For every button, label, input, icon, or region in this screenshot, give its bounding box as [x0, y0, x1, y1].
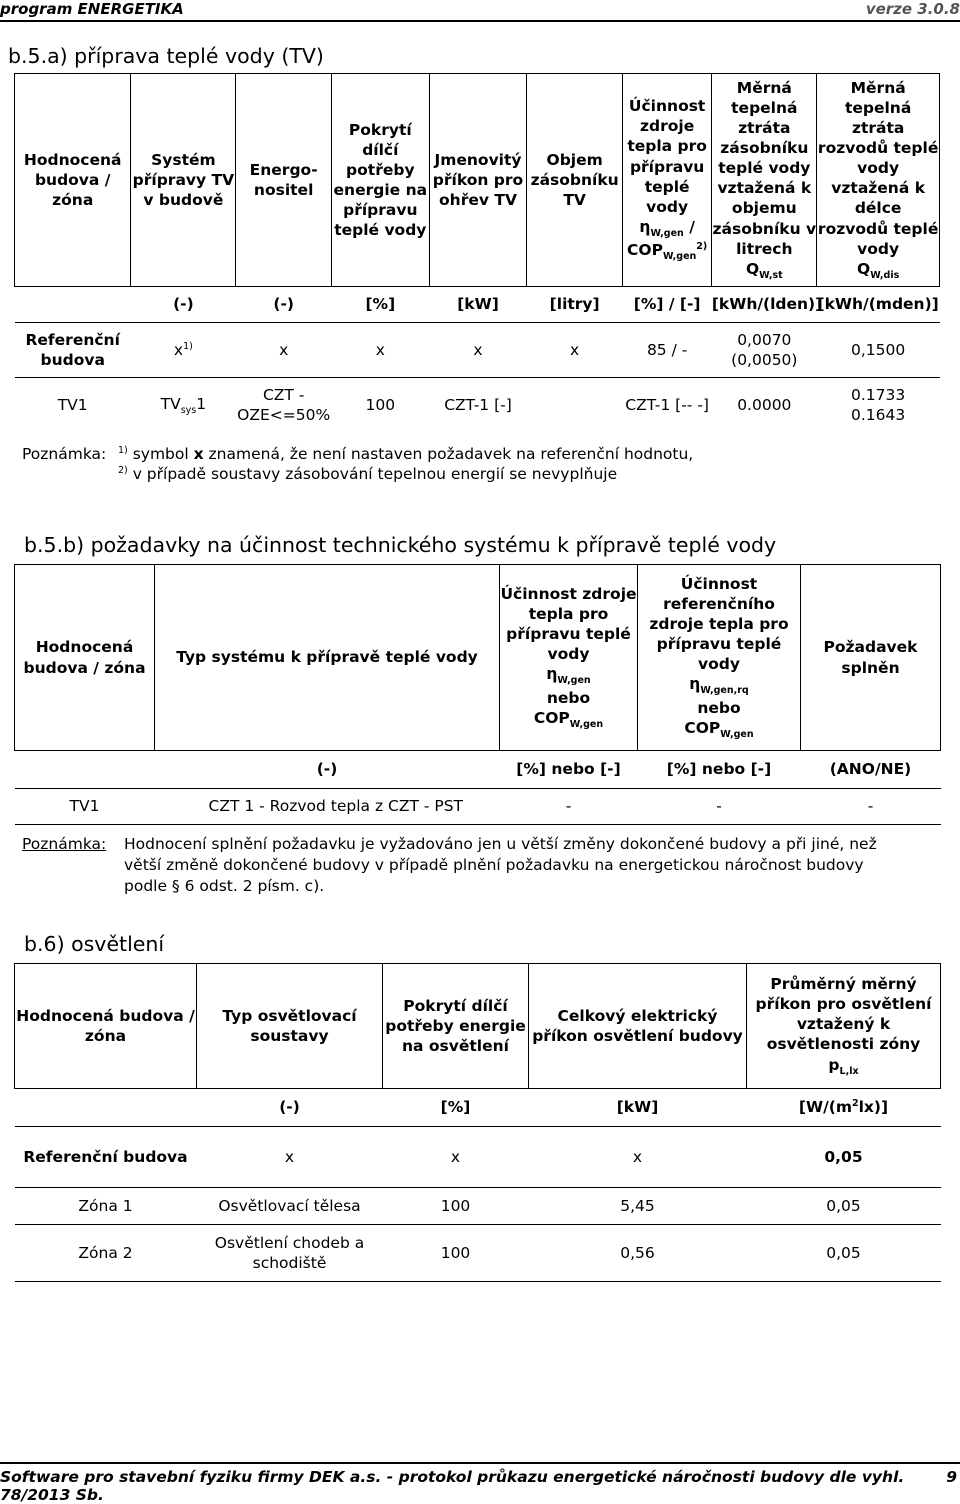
col-zone: Hodnocená budova / zóna [15, 74, 131, 287]
note-1: $^{1)}$ symbol x znamená, že není nastaven požadavek na referenční hodnotu, [118, 444, 694, 463]
unit: [%] / [-] [633, 295, 701, 314]
ref-cell: x [331, 323, 429, 378]
page-header [0, 0, 960, 22]
unit: (ANO/NE) [829, 760, 912, 779]
ref-cell: 85 / - [622, 323, 711, 378]
ref-cell: x [383, 1127, 529, 1188]
unit: (-) [173, 295, 194, 314]
section-c-title: b.6) osvětlení [24, 932, 165, 956]
col-storage-loss: Měrná tepelná ztráta zásobníku teplé vody vztažená k objemu zásobníku v litrech $Q_{W,st}$ [712, 74, 817, 287]
unit: (-) [279, 1098, 300, 1117]
ref-cell: x [236, 323, 332, 378]
unit: [%] [365, 295, 396, 314]
col-efficiency: Účinnost zdroje tepla pro přípravu teplé vody $\eta_{W,gen}$ / $COP_{W,gen}^{2)}$ [622, 74, 711, 287]
row-specific-power: 0,05 [747, 1188, 941, 1225]
row-zone: Zóna 2 [15, 1225, 197, 1282]
col-specific-power: Průměrný měrný příkon pro osvětlení vztažený k osvětlenosti zóny $p_{L,lx}$ [747, 964, 941, 1089]
row-zone: TV1 [57, 396, 88, 415]
page-number: 9 [946, 1468, 957, 1486]
row-total-power: 0,56 [529, 1225, 747, 1282]
note-label: Poznámka: [22, 835, 107, 853]
page-footer [0, 1462, 960, 1504]
col-ref-efficiency: Účinnost referenčního zdroje tepla pro přípravu teplé vody $\eta_{W,gen,rq}$ nebo $COP_{W,gen}$ [638, 565, 801, 751]
col-requirement-met: Požadavek splněn [801, 565, 941, 751]
ref-cell: x [529, 1127, 747, 1188]
ref-building-label: Referenční budova [15, 1127, 197, 1188]
row-specific-power: 0,05 [747, 1225, 941, 1282]
col-zone: Hodnocená budova / zóna [15, 565, 155, 751]
row-storage-loss: 0.0000 [737, 396, 792, 415]
col-system-type: Typ systému k přípravě teplé vody [155, 565, 500, 751]
row-ref-efficiency: - [638, 789, 801, 825]
ref-cell: x [197, 1127, 383, 1188]
unit: $[W/(m^2lx)]$ [798, 1098, 889, 1117]
row-lighting-type: Osvětlení chodeb a schodiště [197, 1225, 383, 1282]
program-name: program ENERGETIKA [0, 0, 184, 18]
ref-cell: 0,05 [747, 1127, 941, 1188]
lighting-table [14, 963, 941, 1282]
ref-cell: x [429, 323, 527, 378]
row-system: $TV_{sys}1$ [160, 394, 207, 416]
row-coverage: 100 [383, 1188, 529, 1225]
section-a-title: b.5.a) příprava teplé vody (TV) [8, 44, 324, 68]
unit: (-) [316, 760, 338, 779]
unit: [kW] [616, 1098, 659, 1117]
unit: [litry] [549, 295, 600, 314]
col-coverage: Pokrytí dílčí potřeby energie na přípravu teplé vody [331, 74, 429, 287]
col-volume: Objem zásobníku TV [527, 74, 623, 287]
hot-water-table [14, 73, 940, 433]
col-power: Jmenovitý příkon pro ohřev TV [429, 74, 527, 287]
section-b-title: b.5.b) požadavky na účinnost technického systému k přípravě teplé vody [24, 533, 777, 557]
efficiency-requirement-table [14, 564, 941, 825]
row-distribution-loss: 0.1733 0.1643 [851, 386, 906, 425]
unit: (-) [273, 295, 294, 314]
ref-cell: 0,0070 (0,0050) [712, 323, 817, 378]
row-zone: TV1 [15, 789, 155, 825]
row-power: CZT-1 [-] [444, 396, 512, 415]
col-system: Systém přípravy TV v budově [131, 74, 236, 287]
unit: [kWh/(mden)] [817, 295, 939, 314]
unit: [%] nebo [-] [516, 760, 621, 779]
row-efficiency: - [500, 789, 638, 825]
note-2: $^{2)}$ v případě soustavy zásobování tepelnou energií se nevyplňuje [118, 464, 618, 483]
row-coverage: 100 [383, 1225, 529, 1282]
row-coverage: 100 [365, 396, 396, 415]
row-lighting-type: Osvětlovací tělesa [197, 1188, 383, 1225]
row-efficiency: CZT-1 [-- -] [625, 396, 709, 415]
note-line: Hodnocení splnění požadavku je vyžadováno jen u větší změny dokončené budovy a při jiné, než [124, 835, 877, 853]
unit: [%] [440, 1098, 471, 1117]
note-label: Poznámka: [22, 445, 107, 463]
row-total-power: 5,45 [529, 1188, 747, 1225]
col-coverage: Pokrytí dílčí potřeby energie na osvětlení [383, 964, 529, 1089]
col-total-power: Celkový elektrický příkon osvětlení budovy [529, 964, 747, 1089]
unit: [kWh/(lden)] [711, 295, 823, 314]
col-distribution-loss: Měrná tepelná ztráta rozvodů teplé vody vztažená k délce rozvodů teplé vody $Q_{W,dis}$ [817, 74, 940, 287]
ref-cell: 0,1500 [817, 323, 940, 378]
unit: [kW] [457, 295, 499, 314]
ref-building-label: Referenční budova [15, 323, 131, 378]
note-line: větší změně dokončené budovy v případě plnění požadavku na energetickou náročnost budovy [124, 856, 864, 874]
ref-cell: x [527, 323, 623, 378]
row-requirement-met: - [801, 789, 941, 825]
col-efficiency: Účinnost zdroje tepla pro přípravu teplé vody $\eta_{W,gen}$ nebo $COP_{W,gen}$ [500, 565, 638, 751]
col-carrier: Energo- nositel [236, 74, 332, 287]
note-line: podle § 6 odst. 2 písm. c). [124, 877, 325, 895]
row-system-type: CZT 1 - Rozvod tepla z CZT - PST [155, 789, 500, 825]
row-volume [527, 378, 623, 433]
unit: [%] nebo [-] [666, 760, 772, 779]
row-carrier: CZT - OZE<=50% [237, 386, 331, 425]
row-zone: Zóna 1 [15, 1188, 197, 1225]
col-lighting-type: Typ osvětlovací soustavy [197, 964, 383, 1089]
ref-cell: $x^{1)}$ [131, 323, 236, 378]
footer-text: Software pro stavební fyziku firmy DEK a.s. - protokol průkazu energetické náročnosti budovy dle vyhl. 78/2013 Sb. [0, 1468, 905, 1504]
col-zone: Hodnocená budova / zóna [15, 964, 197, 1089]
program-version: verze 3.0.8 [865, 0, 960, 18]
